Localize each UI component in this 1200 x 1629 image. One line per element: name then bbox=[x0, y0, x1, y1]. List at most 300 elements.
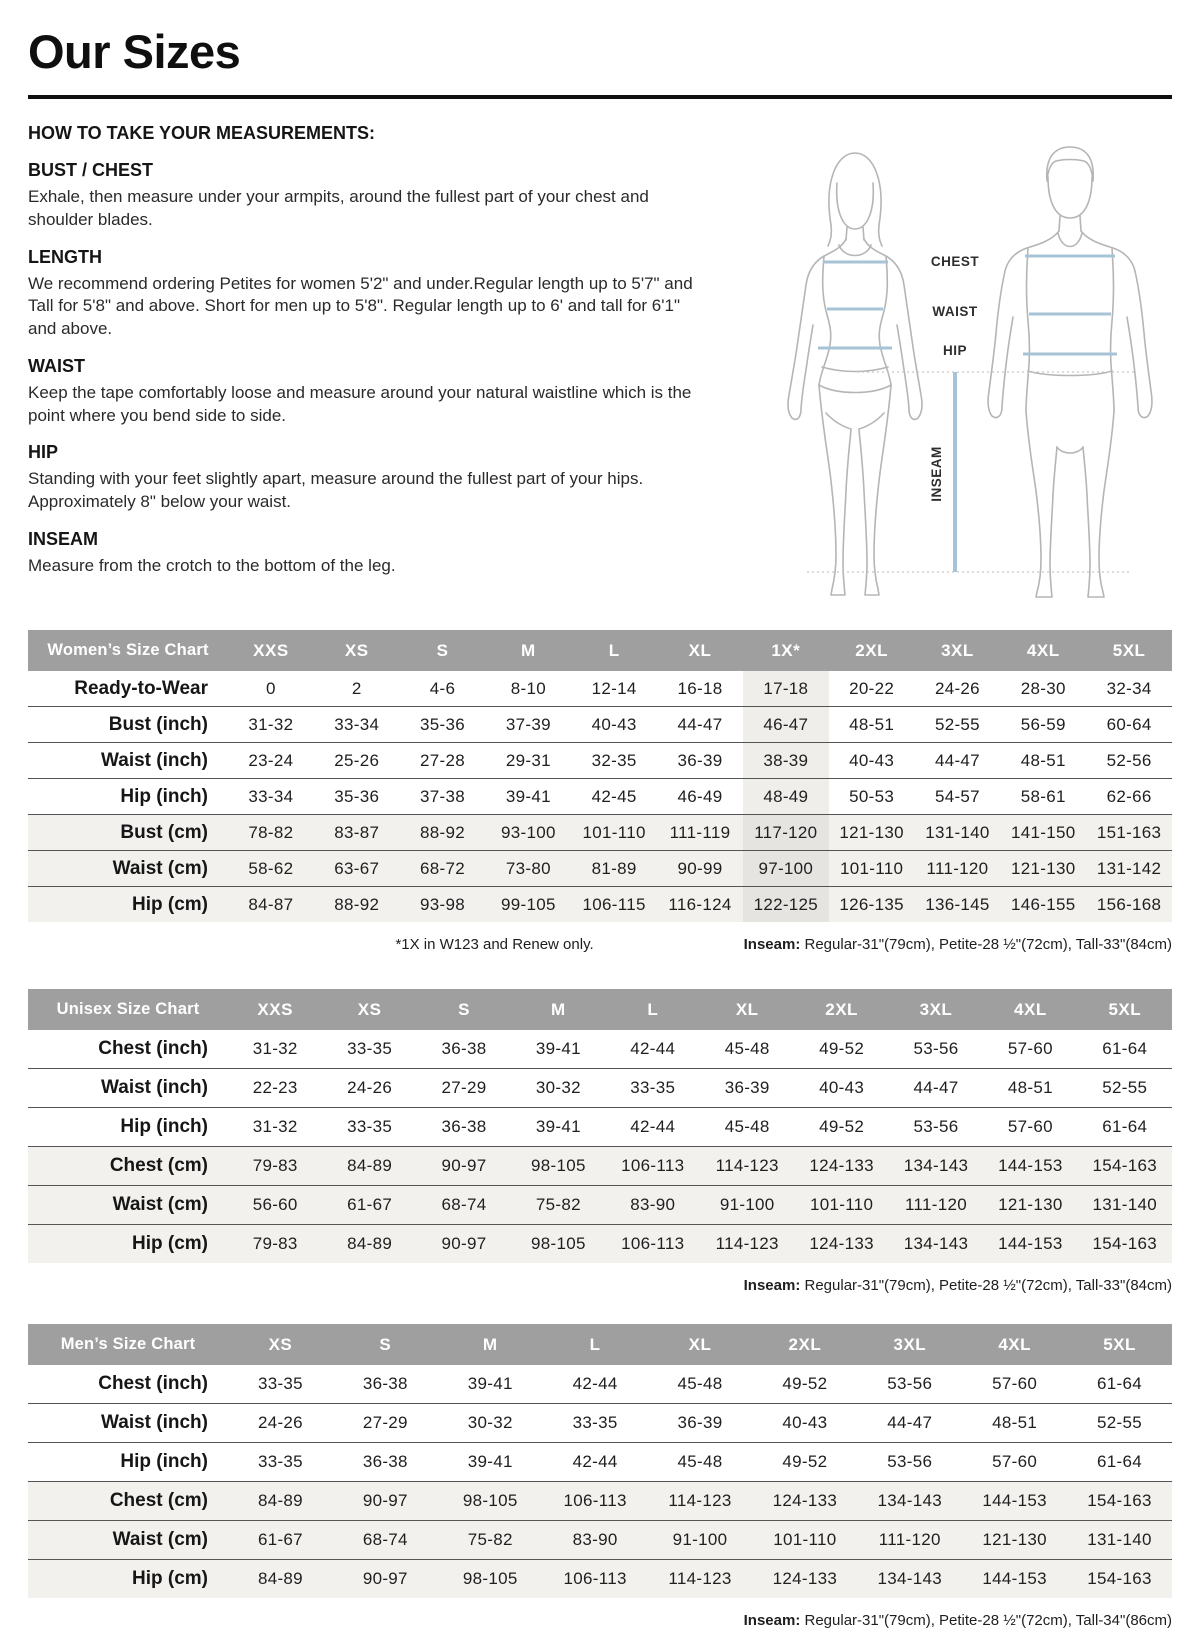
size-cell: 33-35 bbox=[257, 1452, 303, 1471]
size-cell: 61-64 bbox=[1097, 1374, 1143, 1393]
size-cell: 25-26 bbox=[334, 750, 380, 770]
footnote: Inseam: Regular-31"(79cm), Petite-28 ½"(72cm), Tall-33"(84cm) bbox=[743, 936, 1172, 953]
section-title: WAIST bbox=[28, 355, 85, 376]
column-header: S bbox=[458, 999, 470, 1019]
row-label: Waist (inch) bbox=[101, 1412, 208, 1433]
size-cell: 35-36 bbox=[334, 786, 380, 806]
size-cell: 101-110 bbox=[582, 822, 646, 842]
size-cell: 84-87 bbox=[248, 894, 294, 914]
size-cell: 33-35 bbox=[630, 1078, 676, 1097]
size-cell: 90-97 bbox=[362, 1569, 408, 1588]
size-cell: 62-66 bbox=[1106, 786, 1152, 806]
column-header: 2XL bbox=[788, 1334, 822, 1354]
size-cell: 116-124 bbox=[668, 894, 732, 914]
size-cell: 53-56 bbox=[913, 1039, 959, 1058]
size-cell: 111-120 bbox=[926, 858, 989, 878]
table-header-row bbox=[28, 989, 1172, 1030]
size-cell: 27-28 bbox=[420, 750, 466, 770]
size-cell: 42-44 bbox=[572, 1452, 618, 1471]
size-cell: 90-99 bbox=[677, 858, 723, 878]
table-row bbox=[28, 742, 1172, 778]
table-header-row bbox=[28, 630, 1172, 671]
size-cell: 17-18 bbox=[743, 671, 829, 706]
column-header: 5XL bbox=[1103, 1334, 1136, 1354]
size-cell: 98-105 bbox=[531, 1156, 586, 1175]
instruction-section bbox=[28, 529, 728, 578]
size-cell: 39-41 bbox=[467, 1374, 513, 1393]
size-cell: 36-38 bbox=[441, 1039, 487, 1058]
measurement-guide bbox=[28, 119, 1172, 604]
column-header: S bbox=[436, 640, 449, 660]
section-title: BUST / CHEST bbox=[28, 160, 154, 180]
size-cell: 39-41 bbox=[535, 1039, 581, 1058]
size-cell: 98-105 bbox=[462, 1569, 518, 1588]
size-cell: 154-163 bbox=[1087, 1569, 1152, 1588]
row-label: Waist (cm) bbox=[112, 857, 208, 879]
size-cell: 90-97 bbox=[441, 1234, 487, 1253]
size-cell: 29-31 bbox=[505, 750, 551, 770]
hip-label: HIP bbox=[942, 343, 968, 358]
column-header: XL bbox=[688, 640, 712, 660]
size-cell: 46-49 bbox=[677, 786, 723, 806]
size-cell: 16-18 bbox=[677, 678, 723, 698]
size-cell: 101-110 bbox=[809, 1195, 874, 1214]
column-header: L bbox=[647, 999, 659, 1019]
size-cell: 106-113 bbox=[621, 1234, 685, 1253]
size-cell: 131-142 bbox=[1096, 858, 1162, 878]
size-cell: 114-123 bbox=[668, 1569, 732, 1588]
size-cell: 50-53 bbox=[849, 786, 895, 806]
table-row bbox=[28, 1559, 1172, 1598]
size-cell: 88-92 bbox=[334, 894, 380, 914]
size-cell: 83-90 bbox=[572, 1530, 618, 1549]
page-title: Our Sizes bbox=[28, 25, 241, 78]
size-cell: 131-140 bbox=[925, 822, 990, 842]
mens-size-chart bbox=[28, 1324, 1172, 1598]
table-row bbox=[28, 886, 1172, 922]
table-title: Men’s Size Chart bbox=[60, 1335, 196, 1353]
column-header: XS bbox=[268, 1334, 293, 1354]
row-label: Waist (inch) bbox=[101, 749, 208, 771]
size-cell: 42-44 bbox=[572, 1374, 618, 1393]
size-cell: 90-97 bbox=[441, 1156, 487, 1175]
row-label: Hip (inch) bbox=[120, 1116, 208, 1137]
section-body: Measure from the crotch to the bottom of the leg. bbox=[28, 555, 396, 575]
size-cell: 84-89 bbox=[347, 1156, 393, 1175]
size-cell: 4-6 bbox=[429, 678, 456, 698]
column-header: 5XL bbox=[1112, 640, 1146, 660]
chest-label: CHEST bbox=[930, 254, 980, 269]
size-cell: 12-14 bbox=[591, 678, 637, 698]
size-cell: 45-48 bbox=[677, 1374, 723, 1393]
footnote-lead: Inseam: bbox=[743, 1277, 801, 1294]
size-cell: 32-35 bbox=[591, 750, 637, 770]
title-divider bbox=[28, 95, 1172, 99]
column-header: S bbox=[379, 1334, 392, 1354]
size-cell: 144-153 bbox=[982, 1569, 1047, 1588]
section-title: INSEAM bbox=[28, 528, 99, 549]
size-cell: 45-48 bbox=[724, 1117, 770, 1136]
size-cell: 114-123 bbox=[715, 1234, 779, 1253]
size-cell: 24-26 bbox=[934, 678, 980, 698]
instruction-section bbox=[28, 442, 728, 514]
size-cell: 121-130 bbox=[1011, 858, 1076, 878]
row-label: Chest (inch) bbox=[98, 1373, 208, 1394]
table-row bbox=[28, 1481, 1172, 1520]
size-cell: 22-23 bbox=[252, 1078, 298, 1097]
size-cell: 98-105 bbox=[531, 1234, 586, 1253]
column-header: M bbox=[551, 999, 566, 1019]
size-cell: 36-39 bbox=[724, 1078, 770, 1097]
column-header: XS bbox=[357, 999, 382, 1019]
woman-figure bbox=[788, 153, 922, 595]
size-cell: 98-105 bbox=[462, 1491, 518, 1510]
size-cell: 32-34 bbox=[1106, 678, 1152, 698]
column-header: 2XL bbox=[825, 999, 858, 1019]
column-header: 1X* bbox=[771, 640, 801, 660]
size-cell: 39-41 bbox=[505, 786, 551, 806]
size-cell: 27-29 bbox=[362, 1413, 408, 1432]
size-cell: 81-89 bbox=[591, 858, 637, 878]
size-cell: 124-133 bbox=[809, 1234, 874, 1253]
size-cell: 97-100 bbox=[743, 851, 829, 886]
table-row bbox=[28, 1185, 1172, 1224]
instruction-sections bbox=[28, 160, 728, 578]
size-cell: 154-163 bbox=[1092, 1234, 1158, 1253]
row-label: Hip (cm) bbox=[132, 1233, 208, 1254]
size-cell: 36-38 bbox=[441, 1117, 487, 1136]
measurement-instructions bbox=[28, 119, 728, 593]
size-cell: 61-67 bbox=[347, 1195, 393, 1214]
unisex-size-chart bbox=[28, 989, 1172, 1263]
column-header: 3XL bbox=[941, 640, 974, 660]
size-cell: 124-133 bbox=[809, 1156, 874, 1175]
size-cell: 146-155 bbox=[1011, 894, 1076, 914]
size-cell: 84-89 bbox=[257, 1491, 303, 1510]
section-body: We recommend ordering Petites for women 5'2" and under.Regular length up to 5'7" and Tall for 5'8" and above. Short for men up to 5'8". Regular length up to 6' and tall for 6'1" and above. bbox=[28, 273, 693, 339]
size-cell: 90-97 bbox=[362, 1491, 408, 1510]
size-cell: 42-45 bbox=[591, 786, 637, 806]
size-cell: 144-153 bbox=[998, 1156, 1063, 1175]
size-cell: 61-67 bbox=[257, 1530, 303, 1549]
size-cell: 37-38 bbox=[420, 786, 466, 806]
size-cell: 75-82 bbox=[467, 1530, 513, 1549]
table-footnotes bbox=[28, 1277, 1172, 1294]
footnote: Inseam: Regular-31"(79cm), Petite-28 ½"(72cm), Tall-33"(84cm) bbox=[743, 1277, 1172, 1294]
size-cell: 57-60 bbox=[992, 1374, 1038, 1393]
size-cell: 83-90 bbox=[630, 1195, 676, 1214]
table-row bbox=[28, 706, 1172, 742]
row-label: Waist (cm) bbox=[112, 1194, 208, 1215]
size-cell: 33-35 bbox=[347, 1039, 393, 1058]
table-footnotes bbox=[28, 1612, 1172, 1629]
size-cell: 106-113 bbox=[563, 1491, 627, 1510]
size-cell: 30-32 bbox=[535, 1078, 581, 1097]
size-cell: 27-29 bbox=[441, 1078, 487, 1097]
row-label: Bust (cm) bbox=[120, 821, 208, 843]
size-cell: 144-153 bbox=[982, 1491, 1047, 1510]
size-cell: 154-163 bbox=[1092, 1156, 1158, 1175]
size-cell: 52-55 bbox=[1102, 1078, 1148, 1097]
table-row bbox=[28, 1030, 1172, 1068]
size-cell: 134-143 bbox=[903, 1156, 969, 1175]
column-header: L bbox=[608, 640, 620, 660]
size-cell: 33-35 bbox=[572, 1413, 618, 1432]
size-cell: 35-36 bbox=[420, 714, 466, 734]
table-row bbox=[28, 1520, 1172, 1559]
size-cell: 24-26 bbox=[347, 1078, 393, 1097]
size-cell: 36-38 bbox=[362, 1452, 408, 1471]
size-cell: 58-61 bbox=[1020, 786, 1066, 806]
size-cell: 33-35 bbox=[347, 1117, 393, 1136]
column-header: 5XL bbox=[1108, 999, 1142, 1019]
size-cell: 91-100 bbox=[719, 1195, 775, 1214]
size-cell: 83-87 bbox=[334, 822, 380, 842]
instructions-heading: HOW TO TAKE YOUR MEASUREMENTS: bbox=[28, 123, 376, 143]
section-title: HIP bbox=[28, 442, 59, 463]
figure-illustration bbox=[742, 119, 1162, 599]
size-cell: 106-115 bbox=[582, 894, 646, 914]
size-cell: 49-52 bbox=[782, 1452, 828, 1471]
size-cell: 0 bbox=[266, 678, 276, 698]
size-cell: 101-110 bbox=[773, 1530, 837, 1549]
inseam-label: INSEAM bbox=[929, 446, 944, 502]
column-header: 2XL bbox=[855, 640, 888, 660]
size-cell: 37-39 bbox=[505, 714, 551, 734]
size-cell: 124-133 bbox=[772, 1491, 838, 1510]
footnote: Inseam: Regular-31"(79cm), Petite-28 ½"(72cm), Tall-34"(86cm) bbox=[743, 1612, 1172, 1629]
row-label: Hip (inch) bbox=[120, 785, 208, 807]
size-cell: 53-56 bbox=[913, 1117, 959, 1136]
size-cell: 111-120 bbox=[905, 1195, 967, 1214]
size-cell: 114-123 bbox=[668, 1491, 732, 1510]
size-cell: 48-49 bbox=[743, 779, 829, 814]
size-cell: 84-89 bbox=[347, 1234, 393, 1253]
size-cell: 39-41 bbox=[467, 1452, 513, 1471]
column-header: 4XL bbox=[998, 1334, 1031, 1354]
size-cell: 144-153 bbox=[998, 1234, 1063, 1253]
body-measurement-diagram bbox=[742, 119, 1172, 604]
table-row bbox=[28, 778, 1172, 814]
row-label: Chest (cm) bbox=[109, 1490, 208, 1511]
size-cell: 111-120 bbox=[878, 1530, 941, 1549]
size-cell: 40-43 bbox=[819, 1078, 865, 1097]
size-cell: 44-47 bbox=[887, 1413, 933, 1432]
column-header: XL bbox=[688, 1334, 712, 1354]
size-tables bbox=[28, 630, 1172, 1629]
table-row bbox=[28, 1403, 1172, 1442]
column-header: 3XL bbox=[893, 1334, 927, 1354]
size-cell: 63-67 bbox=[334, 858, 380, 878]
size-cell: 79-83 bbox=[252, 1156, 298, 1175]
size-cell: 36-38 bbox=[362, 1374, 408, 1393]
footnote: *1X in W123 and Renew only. bbox=[395, 936, 594, 953]
row-label: Hip (cm) bbox=[132, 893, 208, 915]
size-cell: 45-48 bbox=[677, 1452, 723, 1471]
unisex-size-chart-block bbox=[28, 989, 1172, 1294]
size-cell: 151-163 bbox=[1096, 822, 1162, 842]
size-cell: 40-43 bbox=[849, 750, 895, 770]
size-cell: 40-43 bbox=[591, 714, 637, 734]
size-cell: 36-39 bbox=[677, 750, 723, 770]
size-cell: 30-32 bbox=[467, 1413, 513, 1432]
column-header: XL bbox=[735, 999, 759, 1019]
size-cell: 48-51 bbox=[849, 714, 895, 734]
size-cell: 121-130 bbox=[982, 1530, 1047, 1549]
column-header: M bbox=[482, 1334, 498, 1354]
size-cell: 23-24 bbox=[248, 750, 294, 770]
size-cell: 33-35 bbox=[257, 1374, 303, 1393]
size-cell: 88-92 bbox=[420, 822, 466, 842]
size-cell: 136-145 bbox=[925, 894, 990, 914]
table-header-row bbox=[28, 1324, 1172, 1365]
row-label: Hip (inch) bbox=[120, 1451, 208, 1472]
size-cell: 68-74 bbox=[362, 1530, 408, 1549]
row-label: Chest (inch) bbox=[98, 1038, 208, 1059]
inseam-extent-lines bbox=[807, 372, 1137, 572]
size-cell: 40-43 bbox=[782, 1413, 828, 1432]
size-cell: 134-143 bbox=[903, 1234, 969, 1253]
size-cell: 38-39 bbox=[743, 743, 829, 778]
size-cell: 78-82 bbox=[248, 822, 294, 842]
size-cell: 122-125 bbox=[743, 887, 829, 922]
size-cell: 57-60 bbox=[992, 1452, 1038, 1471]
size-cell: 52-55 bbox=[1097, 1413, 1143, 1432]
size-cell: 117-120 bbox=[743, 815, 829, 850]
table-row bbox=[28, 1442, 1172, 1481]
footnote-lead: Inseam: bbox=[743, 936, 801, 953]
size-cell: 121-130 bbox=[839, 822, 904, 842]
size-cell: 84-89 bbox=[257, 1569, 303, 1588]
column-header: L bbox=[589, 1334, 601, 1354]
size-cell: 31-32 bbox=[252, 1039, 298, 1058]
size-cell: 141-150 bbox=[1011, 822, 1076, 842]
table-row bbox=[28, 814, 1172, 850]
size-cell: 126-135 bbox=[839, 894, 904, 914]
row-label: Chest (cm) bbox=[109, 1155, 208, 1176]
womens-size-chart bbox=[28, 630, 1172, 922]
row-label: Waist (cm) bbox=[112, 1529, 208, 1550]
size-cell: 68-74 bbox=[441, 1195, 487, 1214]
size-cell: 131-140 bbox=[1092, 1195, 1158, 1214]
table-row bbox=[28, 850, 1172, 886]
size-cell: 61-64 bbox=[1102, 1117, 1148, 1136]
size-cell: 106-113 bbox=[621, 1156, 685, 1175]
size-cell: 53-56 bbox=[887, 1452, 933, 1471]
size-cell: 93-98 bbox=[420, 894, 466, 914]
row-label: Waist (inch) bbox=[101, 1077, 208, 1098]
column-header: XXS bbox=[257, 999, 293, 1019]
size-cell: 31-32 bbox=[252, 1117, 298, 1136]
size-cell: 91-100 bbox=[672, 1530, 728, 1549]
size-cell: 48-51 bbox=[992, 1413, 1038, 1432]
size-cell: 20-22 bbox=[849, 678, 895, 698]
column-header: 3XL bbox=[919, 999, 953, 1019]
size-cell: 54-57 bbox=[934, 786, 980, 806]
column-header: XS bbox=[344, 640, 369, 660]
size-cell: 99-105 bbox=[500, 894, 556, 914]
column-header: XXS bbox=[253, 640, 289, 660]
size-cell: 79-83 bbox=[252, 1234, 298, 1253]
section-body: Standing with your feet slightly apart, measure around the fullest part of your hips. Approximately 8" below your waist. bbox=[28, 469, 644, 512]
size-cell: 49-52 bbox=[819, 1117, 865, 1136]
size-cell: 48-51 bbox=[1020, 750, 1066, 770]
size-cell: 61-64 bbox=[1102, 1039, 1148, 1058]
column-header: 4XL bbox=[1014, 999, 1047, 1019]
table-row bbox=[28, 671, 1172, 706]
section-body: Exhale, then measure under your armpits, around the fullest part of your chest and shoulder blades. bbox=[28, 187, 649, 229]
size-cell: 124-133 bbox=[772, 1569, 838, 1588]
size-cell: 31-32 bbox=[248, 714, 294, 734]
size-cell: 114-123 bbox=[715, 1156, 779, 1175]
size-cell: 131-140 bbox=[1087, 1530, 1152, 1549]
row-label: Hip (cm) bbox=[132, 1568, 208, 1589]
row-label: Bust (inch) bbox=[108, 713, 208, 735]
section-body: Keep the tape comfortably loose and measure around your natural waistline which is the point where you bend side to side. bbox=[28, 382, 692, 425]
size-cell: 57-60 bbox=[1007, 1039, 1053, 1058]
size-cell: 53-56 bbox=[887, 1374, 933, 1393]
size-cell: 33-34 bbox=[334, 714, 380, 734]
instruction-section bbox=[28, 160, 728, 232]
table-row bbox=[28, 1146, 1172, 1185]
size-cell: 61-64 bbox=[1097, 1452, 1143, 1471]
size-cell: 44-47 bbox=[913, 1078, 959, 1097]
size-cell: 57-60 bbox=[1007, 1117, 1053, 1136]
size-cell: 121-130 bbox=[998, 1195, 1063, 1214]
mens-size-chart-block bbox=[28, 1324, 1172, 1629]
size-cell: 28-30 bbox=[1020, 678, 1066, 698]
size-cell: 44-47 bbox=[677, 714, 723, 734]
size-cell: 106-113 bbox=[563, 1569, 627, 1588]
table-row bbox=[28, 1107, 1172, 1146]
size-cell: 2 bbox=[351, 678, 362, 698]
size-cell: 36-39 bbox=[677, 1413, 723, 1432]
size-cell: 58-62 bbox=[248, 858, 294, 878]
size-cell: 134-143 bbox=[877, 1491, 943, 1510]
size-cell: 49-52 bbox=[819, 1039, 865, 1058]
table-row bbox=[28, 1224, 1172, 1263]
size-cell: 24-26 bbox=[257, 1413, 303, 1432]
size-cell: 52-56 bbox=[1106, 750, 1152, 770]
instruction-section bbox=[28, 356, 728, 428]
size-cell: 48-51 bbox=[1007, 1078, 1053, 1097]
size-cell: 111-119 bbox=[669, 822, 731, 842]
waist-label: WAIST bbox=[932, 304, 978, 319]
size-cell: 46-47 bbox=[743, 707, 829, 742]
size-cell: 44-47 bbox=[934, 750, 980, 770]
size-cell: 33-34 bbox=[248, 786, 294, 806]
size-cell: 42-44 bbox=[630, 1039, 676, 1058]
size-cell: 73-80 bbox=[505, 858, 551, 878]
size-cell: 101-110 bbox=[840, 858, 904, 878]
size-cell: 8-10 bbox=[510, 678, 546, 698]
size-cell: 75-82 bbox=[535, 1195, 581, 1214]
instruction-section bbox=[28, 247, 728, 341]
size-cell: 45-48 bbox=[724, 1039, 770, 1058]
size-cell: 56-60 bbox=[252, 1195, 298, 1214]
footnote-lead: Inseam: bbox=[743, 1612, 801, 1629]
column-header: M bbox=[521, 640, 536, 660]
size-cell: 60-64 bbox=[1106, 714, 1152, 734]
table-footnotes bbox=[28, 936, 1172, 953]
size-cell: 52-55 bbox=[934, 714, 980, 734]
size-cell: 42-44 bbox=[630, 1117, 676, 1136]
size-cell: 49-52 bbox=[782, 1374, 828, 1393]
table-row bbox=[28, 1068, 1172, 1107]
size-cell: 154-163 bbox=[1087, 1491, 1152, 1510]
table-title: Women’s Size Chart bbox=[47, 641, 209, 659]
womens-size-chart-block bbox=[28, 630, 1172, 953]
